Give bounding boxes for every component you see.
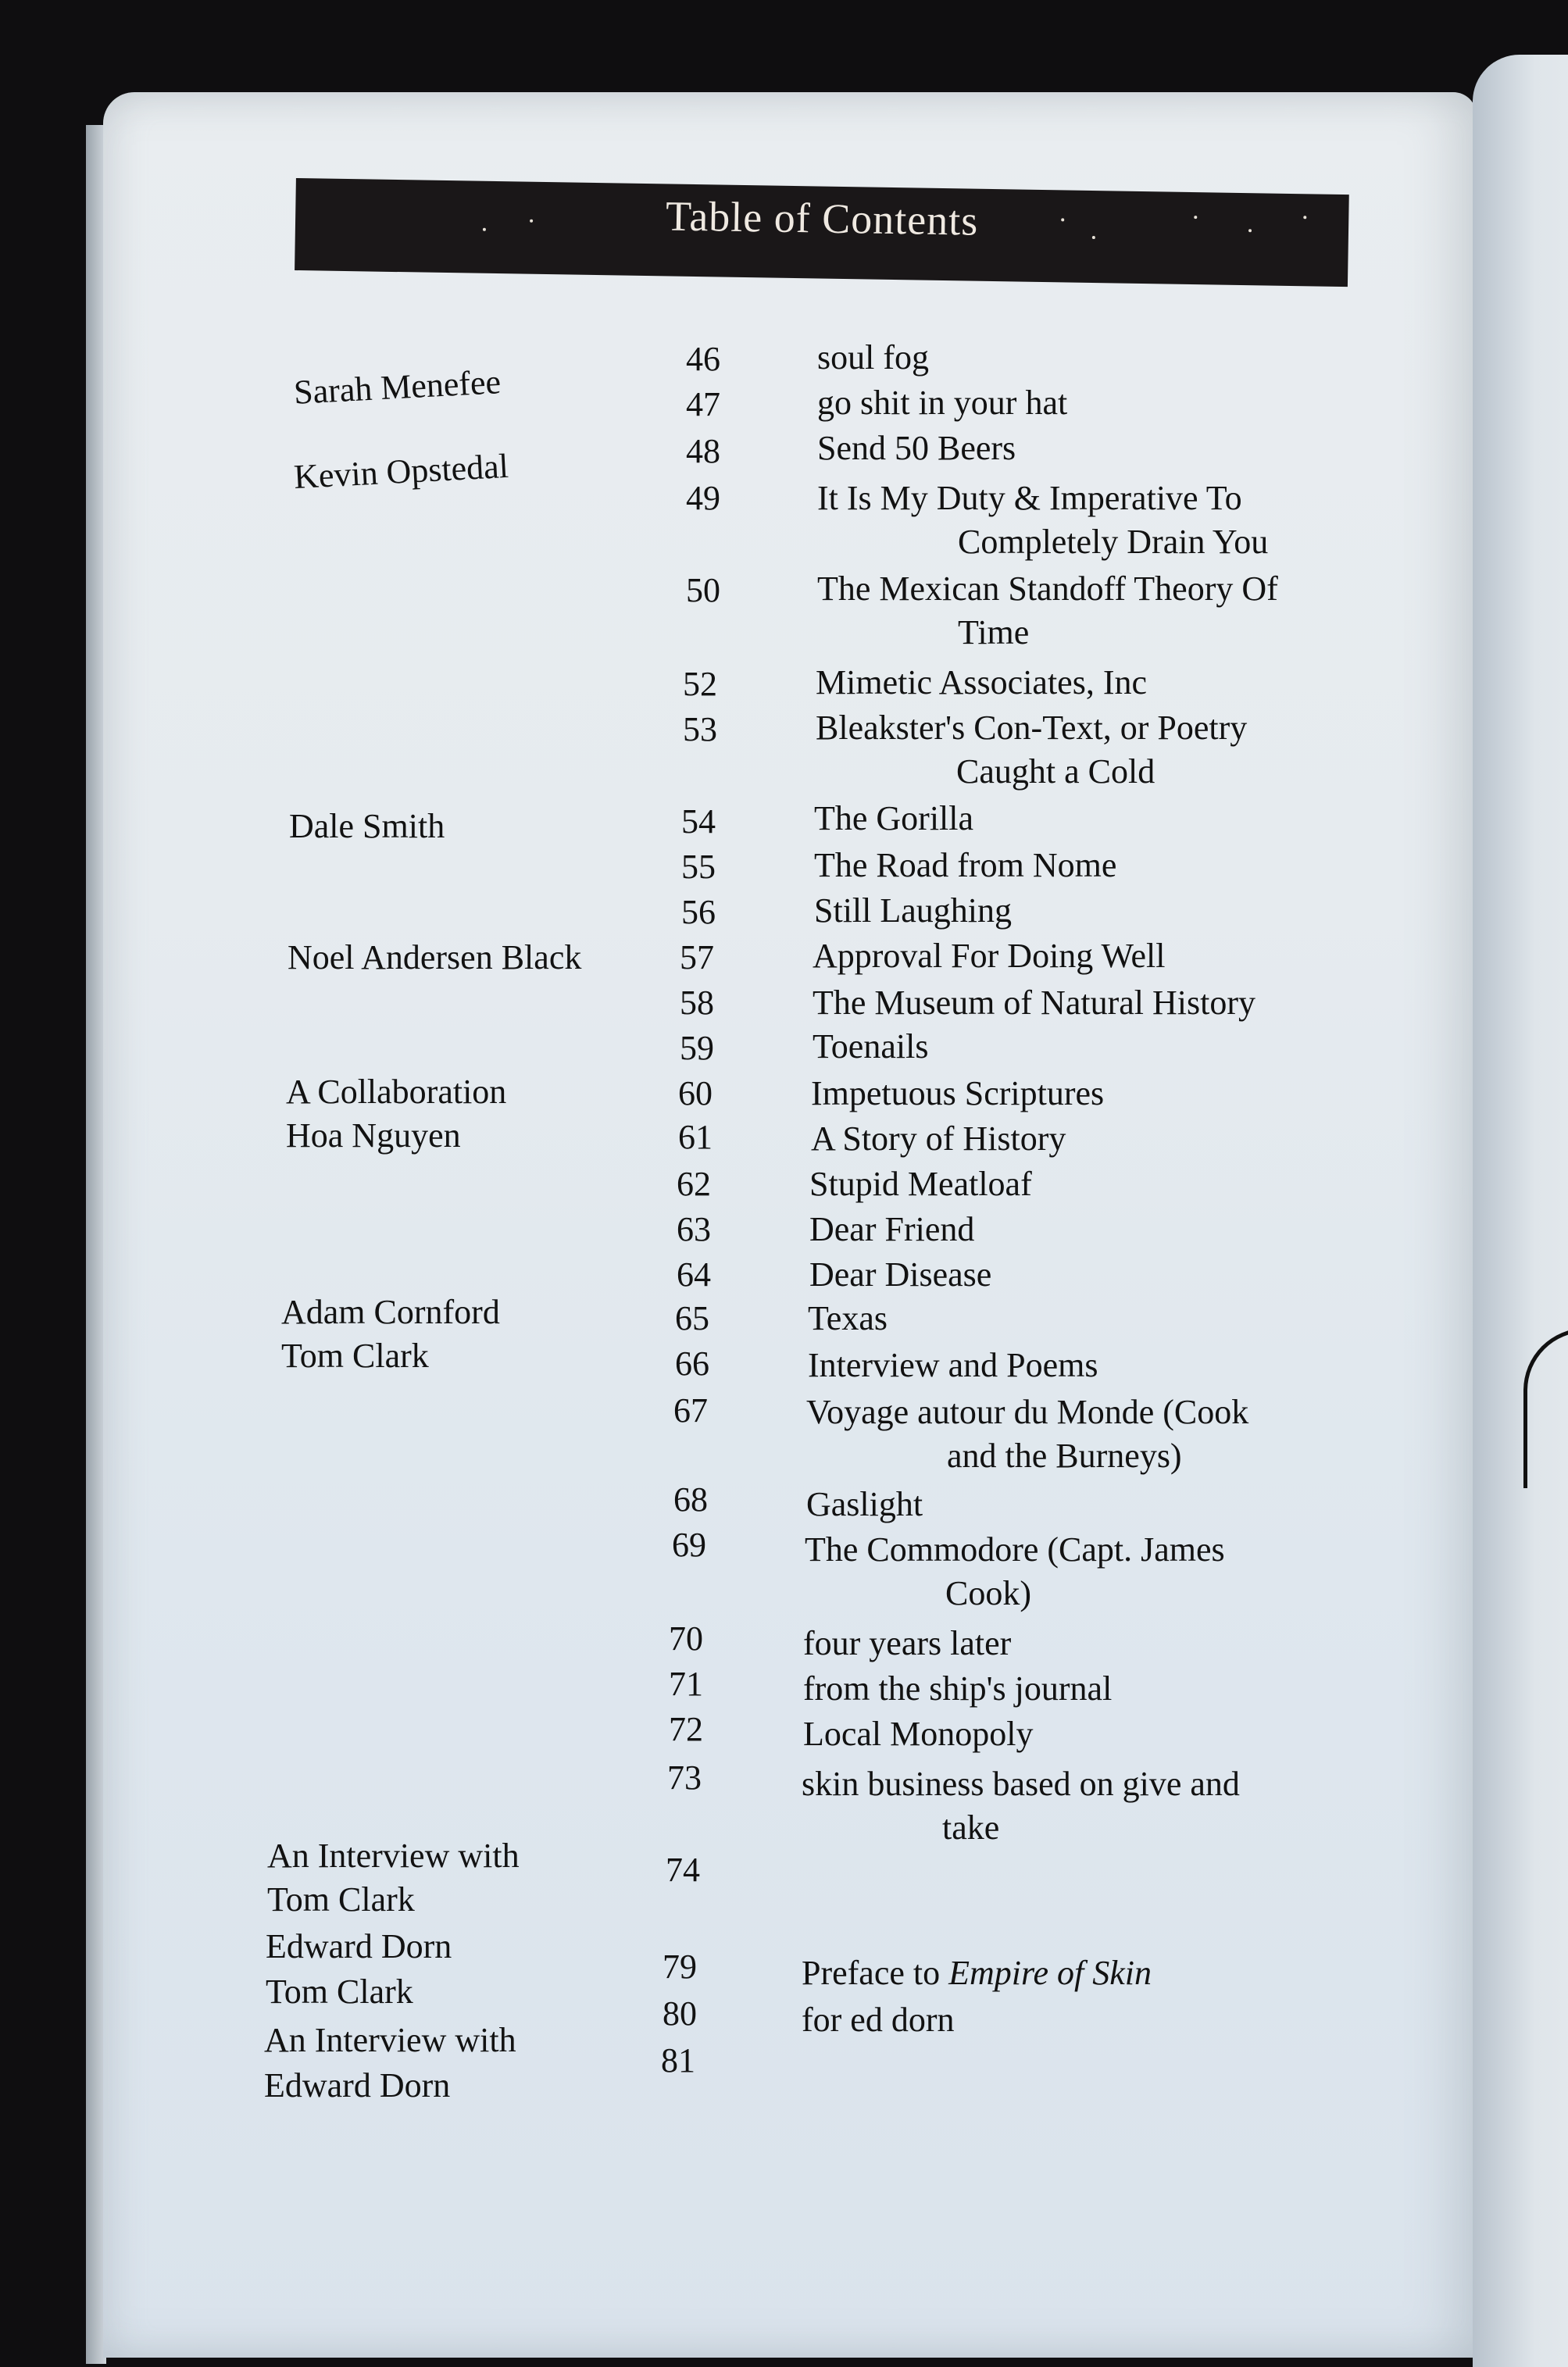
toc-title: Impetuous Scriptures [811,1074,1105,1112]
toc-title: Dear Disease [809,1255,992,1294]
toc-title-text: Preface to [802,1954,949,1992]
toc-author: Tom Clark [266,1972,413,2011]
toc-title-line: The Commodore (Capt. James [805,1530,1225,1569]
toc-author: Tom Clark [267,1880,415,1919]
toc-page-number: 48 [686,432,720,470]
toc-page-number: 70 [669,1619,703,1658]
toc-page-number: 81 [661,2041,695,2080]
toc-page-number: 68 [673,1480,708,1519]
toc-heading: Table of Contents [665,192,979,245]
toc-page-number: 72 [669,1710,703,1748]
toc-page-number: 46 [686,340,720,378]
toc-title: Local Monopoly [803,1715,1034,1753]
toc-page-number: 50 [686,571,720,609]
toc-title: Send 50 Beers [817,429,1016,467]
toc-title-continuation: Caught a Cold [956,752,1155,791]
toc-author: Hoa Nguyen [286,1116,461,1155]
toc-title-continuation: Cook) [945,1574,1031,1612]
toc-author: Sarah Menefee [292,362,502,412]
toc-title [805,1528,1225,1615]
toc-page-number: 79 [663,1948,697,1986]
toc-title [817,567,1278,655]
toc-title-line: Voyage autour du Monde (Cook [806,1393,1249,1431]
toc-page-number: 64 [677,1255,711,1294]
toc-author: An Interview with [267,1837,520,1875]
toc-author: Dale Smith [289,807,445,845]
toc-title: The Road from Nome [814,846,1117,884]
toc-page-number: 73 [667,1758,702,1797]
toc-title: Interview and Poems [808,1346,1098,1384]
toc-author: Tom Clark [281,1337,429,1375]
toc-title: Dear Friend [809,1210,975,1248]
toc-title-continuation: Time [958,613,1030,652]
toc-title-italic: Empire of Skin [948,1954,1152,1992]
toc-title [802,1951,1152,1995]
toc-title [802,1762,1240,1850]
toc-title: A Story of History [811,1119,1066,1158]
toc-page-number: 65 [675,1299,709,1337]
toc-page-number: 59 [680,1029,714,1067]
toc-title-line: It Is My Duty & Imperative To [817,479,1242,517]
toc-author: Noel Andersen Black [288,938,582,976]
toc-title-continuation: Completely Drain You [958,523,1269,561]
toc-page-number: 56 [681,893,716,931]
toc-page-number: 71 [669,1665,703,1703]
toc-author: Edward Dorn [264,2066,451,2105]
toc-title: The Gorilla [814,799,974,837]
toc-page-number: 74 [666,1851,700,1889]
toc-author: Edward Dorn [266,1927,452,1965]
toc-page-number: 62 [677,1165,711,1203]
toc-page-number: 66 [675,1344,709,1383]
toc-title [817,477,1268,564]
toc-page-number: 53 [683,710,717,748]
toc-title: Stupid Meatloaf [809,1165,1032,1203]
toc-author: A Collaboration [286,1073,507,1111]
toc-title-continuation: and the Burneys) [947,1437,1182,1475]
toc-page-number: 80 [663,1994,697,2033]
toc-title: Mimetic Associates, Inc [816,663,1148,702]
toc-page-number: 69 [672,1526,706,1564]
toc-title: four years later [803,1624,1012,1662]
toc-title-line: The Mexican Standoff Theory Of [817,569,1278,608]
toc-author: Adam Cornford [281,1293,500,1331]
toc-title: soul fog [817,338,929,377]
toc-title [816,706,1247,794]
toc-page-number: 47 [686,385,720,423]
toc-page-number: 58 [680,984,714,1022]
toc-page-number: 49 [686,479,720,517]
toc-page-number: 57 [680,938,714,976]
toc-author: Kevin Opstedal [292,446,510,497]
toc-title-line: skin business based on give and [802,1765,1240,1803]
toc-title: Still Laughing [814,891,1012,930]
toc-page-number: 63 [677,1210,711,1248]
toc-author: An Interview with [264,2021,516,2059]
toc-page-number: 61 [678,1118,713,1156]
toc-title: Texas [808,1299,888,1337]
toc-title: from the ship's journal [803,1669,1113,1708]
toc-title-continuation: take [942,1808,1000,1847]
toc-title: Toenails [813,1027,929,1066]
toc-title-line: Bleakster's Con-Text, or Poetry [816,709,1248,747]
toc-page-number: 52 [683,665,717,703]
toc-page-number: 67 [673,1391,708,1430]
toc-page-number: 54 [681,802,716,841]
toc-title: Approval For Doing Well [813,937,1166,975]
toc-title: for ed dorn [802,2001,955,2039]
toc-page-number: 55 [681,848,716,886]
toc-title: go shit in your hat [817,384,1068,422]
toc-page-number: 60 [678,1074,713,1112]
toc-title: Gaslight [806,1485,923,1523]
toc-title: The Museum of Natural History [813,984,1255,1022]
toc-title [806,1391,1248,1478]
